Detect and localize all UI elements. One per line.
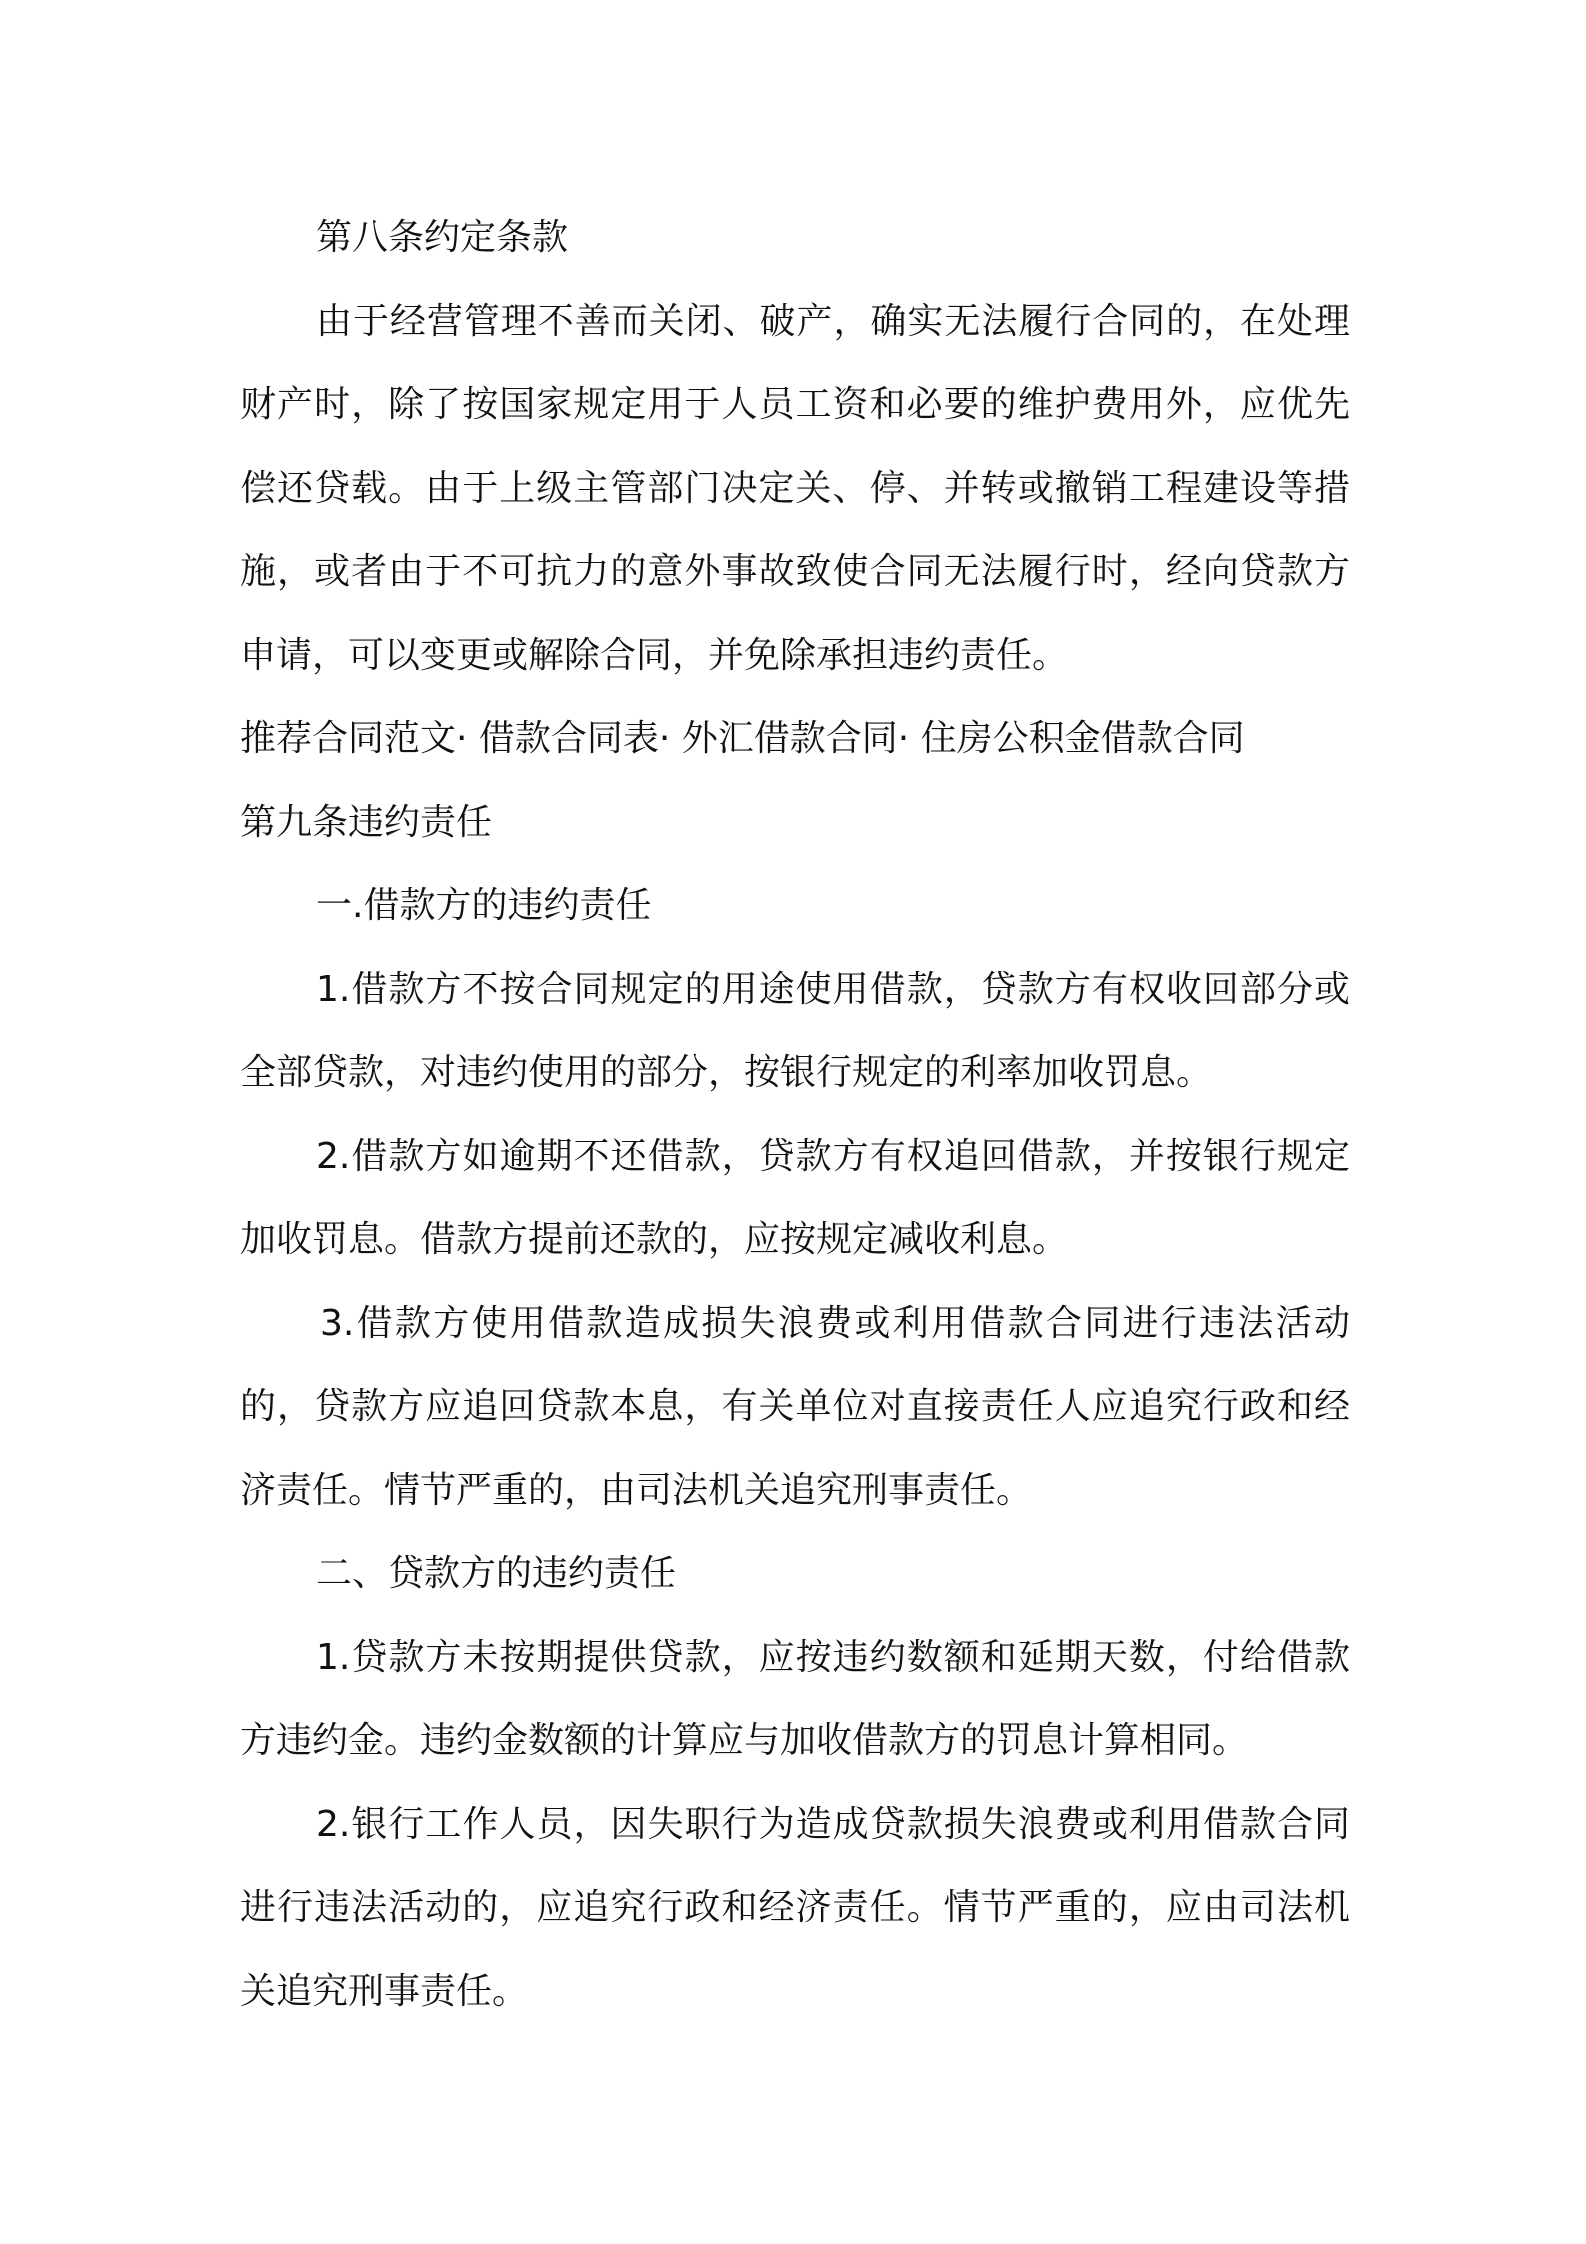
- section-2-item-1: 1.贷款方未按期提供贷款，应按违约数额和延期天数，付给借款方违约金。违约金数额的计算应与加收借款方的罚息计算相同。: [240, 1636, 1350, 1761]
- document-body: [240, 196, 1350, 2033]
- section-1-item-1: 1.借款方不按合同规定的用途使用借款，贷款方有权收回部分或全部贷款，对违约使用的部分，按银行规定的利率加收罚息。: [240, 968, 1350, 1093]
- recommend-line: 推荐合同范文· 借款合同表· 外汇借款合同· 住房公积金借款合同: [240, 718, 1245, 759]
- section-2-heading: 二、贷款方的违约责任: [316, 1553, 677, 1594]
- article-8-heading: 第八条约定条款: [316, 217, 569, 258]
- section-1-item-3: 3.借款方使用借款造成损失浪费或利用借款合同进行违法活动的，贷款方应追回贷款本息，有关单位对直接责任人应追究行政和经济责任。情节严重的，由司法机关追究刑事责任。: [240, 1302, 1350, 1511]
- section-1-heading: 一.借款方的违约责任: [316, 885, 652, 926]
- section-1-item-2: 2.借款方如逾期不还借款，贷款方有权追回借款，并按银行规定加收罚息。借款方提前还款的，应按规定减收利息。: [240, 1135, 1350, 1260]
- article-9-heading: 第九条违约责任: [240, 801, 493, 843]
- article-8-body: 由于经营管理不善而关闭、破产，确实无法履行合同的，在处理财产时，除了按国家规定用于人员工资和必要的维护费用外，应优先偿还贷载。由于上级主管部门决定关、停、并转或撤销工程建设等措施，或者由于不可抗力的意外事故致使合同无法履行时，经向贷款方申请，可以变更或解除合同，并免除承担违约责任。: [240, 300, 1350, 676]
- section-2-item-2: 2.银行工作人员，因失职行为造成贷款损失浪费或利用借款合同进行违法活动的，应追究行政和经济责任。情节严重的，应由司法机关追究刑事责任。: [240, 1803, 1350, 2012]
